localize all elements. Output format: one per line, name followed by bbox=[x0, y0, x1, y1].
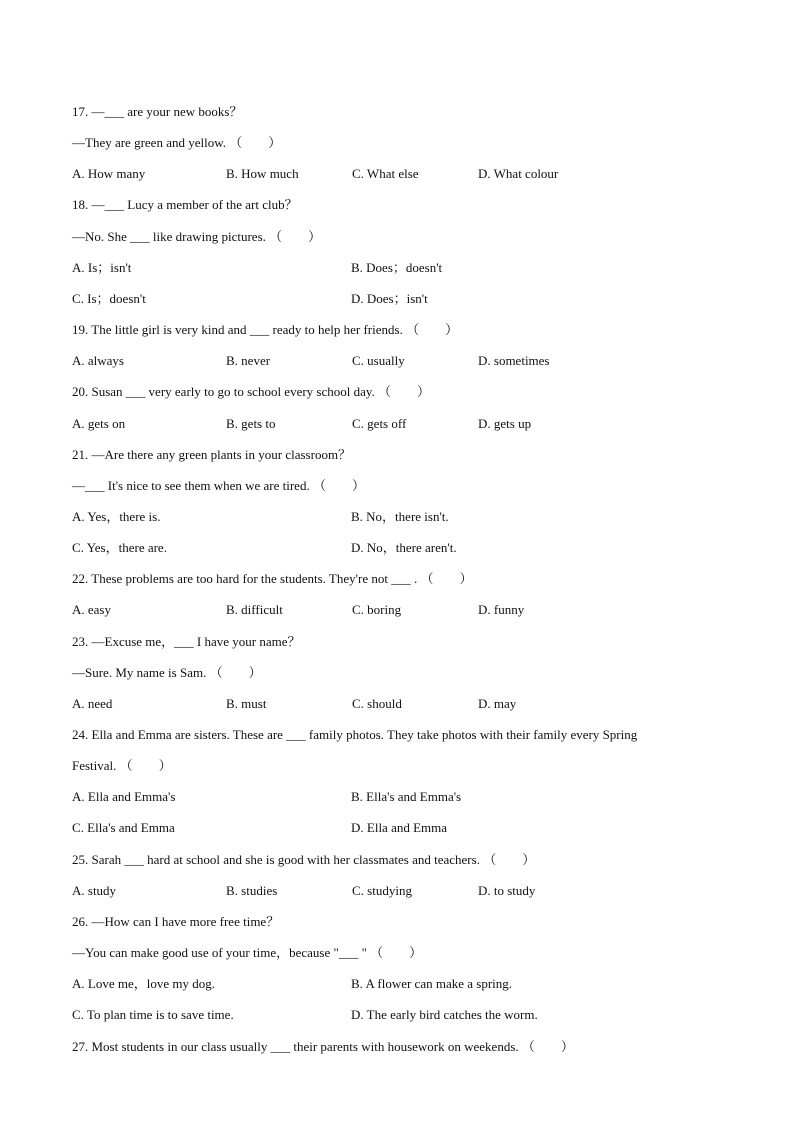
answer-option: D. sometimes bbox=[478, 353, 550, 369]
question-line: —No. She ___ like drawing pictures. （ ） bbox=[72, 228, 322, 244]
answer-option: C. gets off bbox=[352, 415, 407, 431]
answer-option: D. No，there aren't. bbox=[351, 540, 457, 556]
answer-option: A. How many bbox=[72, 166, 146, 182]
question-stem: 25. Sarah ___ hard at school and she is good with her classmates and teachers. （ ） bbox=[72, 851, 536, 867]
answer-option: C. should bbox=[352, 695, 402, 711]
answer-option: A. Is；isn't bbox=[72, 259, 132, 275]
answer-option: B. gets to bbox=[226, 415, 276, 431]
question-stem: 27. Most students in our class usually ___ their parents with housework on weekends. （ ） bbox=[72, 1038, 574, 1054]
answer-option: B. must bbox=[226, 695, 267, 711]
question-line: —Sure. My name is Sam. （ ） bbox=[72, 664, 262, 680]
question-stem: 21. —Are there any green plants in your classroom？ bbox=[72, 446, 352, 462]
answer-option: D. Ella and Emma bbox=[351, 820, 448, 836]
answer-option: A. study bbox=[72, 882, 117, 898]
answer-option: C. To plan time is to save time. bbox=[72, 1007, 234, 1023]
answer-option: B. Ella's and Emma's bbox=[351, 789, 462, 805]
answer-option: C. usually bbox=[352, 353, 405, 369]
question-stem: 23. —Excuse me，___ I have your name？ bbox=[72, 633, 301, 649]
question-line: —They are green and yellow. （ ） bbox=[72, 135, 282, 151]
answer-option: A. always bbox=[72, 353, 124, 369]
answer-option: D. funny bbox=[478, 602, 525, 618]
answer-option: A. gets on bbox=[72, 415, 126, 431]
question-stem: 24. Ella and Emma are sisters. These are ___ family photos. They take photos with their family every Spring bbox=[72, 727, 638, 742]
question-stem: 17. —___ are your new books？ bbox=[72, 104, 243, 119]
answer-option: C. studying bbox=[352, 882, 412, 898]
question-stem: 26. —How can I have more free time？ bbox=[72, 913, 280, 929]
question-stem: 18. —___ Lucy a member of the art club？ bbox=[72, 197, 298, 213]
answer-option: B. No，there isn't. bbox=[351, 508, 449, 524]
answer-option: B. A flower can make a spring. bbox=[351, 976, 513, 992]
answer-option: D. What colour bbox=[478, 166, 559, 182]
question-line: —You can make good use of your time，because "___ " （ ） bbox=[72, 945, 423, 961]
answer-option: A. need bbox=[72, 695, 113, 711]
answer-option: B. Does；doesn't bbox=[351, 259, 443, 275]
answer-option: B. never bbox=[226, 353, 271, 369]
answer-option: C. Is；doesn't bbox=[72, 290, 146, 306]
answer-option: D. may bbox=[478, 695, 517, 711]
answer-option: D. to study bbox=[478, 882, 536, 898]
answer-option: A. Ella and Emma's bbox=[72, 789, 176, 805]
answer-option: C. Yes，there are. bbox=[72, 540, 167, 556]
answer-option: B. studies bbox=[226, 882, 278, 898]
answer-option: A. Yes，there is. bbox=[72, 508, 161, 524]
answer-option: B. How much bbox=[226, 166, 299, 182]
answer-option: C. boring bbox=[352, 602, 402, 618]
answer-option: D. gets up bbox=[478, 415, 532, 431]
question-line: —___ It's nice to see them when we are tired. （ ） bbox=[72, 477, 365, 493]
answer-option: C. What else bbox=[352, 166, 419, 182]
answer-option: D. Does；isn't bbox=[351, 290, 428, 306]
answer-option: D. The early bird catches the worm. bbox=[351, 1007, 538, 1023]
question-stem: 19. The little girl is very kind and ___ ready to help her friends. （ ） bbox=[72, 322, 459, 338]
question-line: Festival. （ ） bbox=[72, 758, 172, 774]
answer-option: A. easy bbox=[72, 602, 111, 618]
question-stem: 20. Susan ___ very early to go to school every school day. （ ） bbox=[72, 384, 431, 400]
answer-option: B. difficult bbox=[226, 602, 283, 618]
answer-option: A. Love me，love my dog. bbox=[72, 976, 215, 992]
question-stem: 22. These problems are too hard for the students. They're not ___ . （ ） bbox=[72, 571, 473, 587]
answer-option: C. Ella's and Emma bbox=[72, 820, 175, 836]
